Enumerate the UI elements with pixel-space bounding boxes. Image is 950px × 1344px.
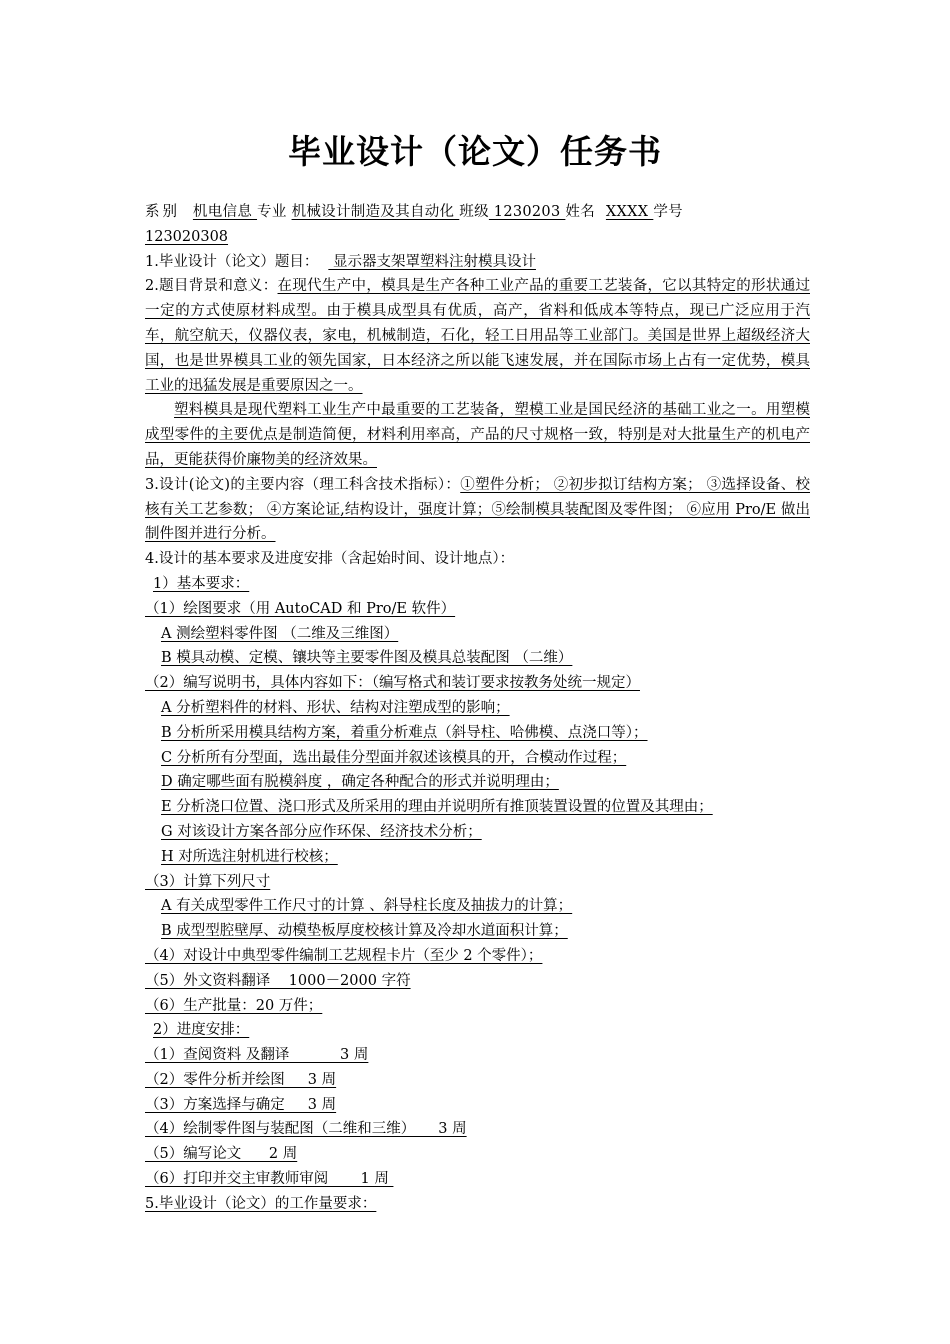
major-label: 专业	[257, 204, 287, 220]
req-2-item: A 分析塑料件的材料、形状、结构对注塑成型的影响；	[161, 699, 510, 716]
section-1	[145, 250, 810, 275]
schedule-item: （1）查阅资料 及翻译 3 周	[145, 1047, 369, 1064]
req-2-item: D 确定哪些面有脱模斜度 ，确定各种配合的形式并说明理由；	[161, 774, 559, 791]
req-2-item: G 对该设计方案各部分应作环保、经济技术分析；	[161, 823, 482, 840]
section-2-label: 2.题目背景和意义：	[145, 278, 278, 295]
section-1-label: 1.毕业设计（论文）题目：	[145, 253, 319, 270]
thesis-topic: 显示器支架罩塑料注射模具设计	[328, 253, 536, 270]
major-value: 机械设计制造及其自动化	[291, 204, 460, 220]
schedule-item: （2）零件分析并绘图 3 周	[145, 1071, 337, 1088]
req-4: （4）对设计中典型零件编制工艺规程卡片（至少 2 个零件）；	[145, 947, 543, 964]
req-3-item: B 成型型腔壁厚、动模垫板厚度校核计算及冷却水道面积计算；	[161, 923, 568, 940]
section-3-label: 3.设计(论文)的主要内容（理工科含技术指标）：	[145, 476, 461, 493]
req-2-item: H 对所选注射机进行校核；	[161, 848, 338, 865]
name-label: 姓名	[565, 204, 595, 220]
background-paragraph-2: 塑料模具是现代塑料工业生产中最重要的工艺装备，塑模工业是国民经济的基础工业之一。用塑模成型零件的主要优点是制造简便，材料利用率高，产品的尺寸规格一致，特别是对大批量生产的机电产品，更能获得价廉物美的经济效果。	[145, 402, 810, 468]
class-value: 1230203	[488, 204, 566, 220]
req-2-item: C 分析所有分型面，选出最佳分型面并叙述该模具的开，合模动作过程；	[161, 749, 627, 766]
section-2-paragraph-2	[145, 398, 810, 472]
section-4-label: 4.设计的基本要求及进度安排（含起始时间、设计地点）：	[145, 551, 515, 568]
schedule-item: （3）方案选择与确定 3 周	[145, 1096, 337, 1113]
name-value: XXXX	[605, 204, 654, 220]
document-body	[145, 200, 810, 1217]
schedule-item: （6）打印并交主审教师审阅 1 周	[145, 1171, 394, 1188]
section-2	[145, 274, 810, 398]
basic-requirements-title: 1）基本要求：	[153, 575, 250, 592]
req-1-item: B 模具动模、定模、镶块等主要零件图及模具总装配图 （二维）	[161, 650, 573, 667]
id-value: 123020308	[145, 228, 229, 245]
main-content: ①塑件分析； ②初步拟订结构方案； ③选择设备、校核有关工艺参数； ④方案论证,结构设计，强度计算；⑤绘制模具装配图及零件图； ⑥应用 Pro/E 做出制件图并进行分析。	[145, 476, 810, 543]
req-3-title: （3）计算下列尺寸	[145, 873, 271, 890]
id-line	[145, 225, 810, 250]
info-line	[145, 200, 810, 225]
req-1-title: （1）绘图要求（用 AutoCAD 和 Pro/E 软件）	[145, 600, 456, 617]
schedule-item: （5）编写论文 2 周	[145, 1146, 298, 1163]
schedule-item: （4）绘制零件图与装配图（二维和三维） 3 周	[145, 1121, 467, 1138]
req-3-item: A 有关成型零件工作尺寸的计算 、斜导柱长度及抽拔力的计算；	[161, 898, 573, 915]
req-2-item: E 分析浇口位置、浇口形式及所采用的理由并说明所有推顶装置设置的位置及其理由；	[161, 799, 713, 816]
req-1-item: A 测绘塑料零件图 （二维及三维图）	[161, 625, 399, 642]
schedule-title: 2）进度安排：	[153, 1022, 250, 1039]
req-6: （6）生产批量：20 万件；	[145, 997, 323, 1014]
req-5: （5）外文资料翻译 1000－2000 字符	[145, 972, 411, 989]
document-title: 毕业设计（论文）任务书	[288, 132, 662, 171]
section-3	[145, 473, 810, 547]
req-2-title: （2）编写说明书，具体内容如下：（编写格式和装订要求按教务处统一规定）	[145, 675, 640, 692]
dept-label: 系别	[145, 204, 180, 220]
dept-value: 机电信息	[192, 204, 258, 220]
class-label: 班级	[459, 204, 489, 220]
section-5: 5.毕业设计（论文）的工作量要求：	[145, 1195, 377, 1212]
background-paragraph-1: 在现代生产中，模具是生产各种工业产品的重要工艺装备，它以其特定的形状通过一定的方式使原材料成型。由于模具成型具有优质，高产，省料和低成本等特点，现已广泛应用于汽车，航空航天，仪器仪表，家电，机械制造，石化，轻工日用品等工业部门。美国是世界上超级经济大国，也是世界模具工业的领先国家，日本经济之所以能飞速发展，并在国际市场上占有一定优势，模具工业的迅猛发展是重要原因之一。	[145, 278, 810, 394]
id-label: 学号	[653, 204, 683, 220]
req-2-item: B 分析所采用模具结构方案，着重分析难点（斜导柱、哈佛模、点浇口等）；	[161, 724, 648, 741]
